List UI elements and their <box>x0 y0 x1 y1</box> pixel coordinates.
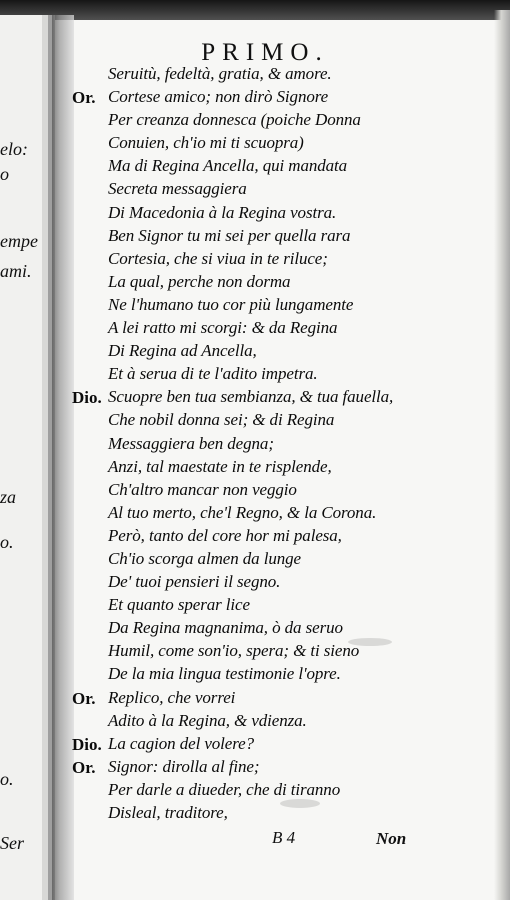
verse-line <box>0 732 510 755</box>
verse-line <box>0 131 510 154</box>
speaker-label: Dio. <box>72 734 102 754</box>
verse-line <box>0 408 510 431</box>
verse-text: Cortese amico; non dirò Signore <box>108 87 329 107</box>
verse-text: Anzi, tal maestate in te risplende, <box>108 456 332 476</box>
verse-text: Disleal, traditore, <box>108 803 228 822</box>
verse-line <box>0 108 510 131</box>
verse-text: Replico, che vorrei <box>108 687 236 707</box>
verse-text: Da Regina magnanima, ò da seruo <box>108 618 343 638</box>
verse-line <box>0 154 510 177</box>
page-signature: B 4 <box>272 828 296 847</box>
verse-text: Et quanto sperar lice <box>108 595 250 615</box>
adjacent-page-fragment: empe <box>0 231 38 251</box>
verse-line <box>0 755 510 778</box>
verse-text: Per creanza donnesca (poiche Donna <box>108 110 361 130</box>
verse-text: Scuopre ben tua sembianza, & tua fauella, <box>108 387 394 407</box>
verse-line <box>0 224 510 247</box>
verse-text: Ch'io scorga almen da lunge <box>108 548 301 568</box>
verse-text: Et à serua di te l'adito impetra. <box>108 364 318 384</box>
verse-text: Seruitù, fedeltà, gratia, & amore. <box>108 64 332 83</box>
verse-text: Al tuo merto, che'l Regno, & la Corona. <box>108 502 377 522</box>
verse-line <box>0 293 510 316</box>
verse-line <box>0 385 510 408</box>
verse-line <box>0 339 510 362</box>
adjacent-page-fragment: ami. <box>0 261 32 281</box>
verse-text: Di Macedonia à la Regina vostra. <box>108 202 337 222</box>
verse-text: Adito à la Regina, & vdienza. <box>108 710 307 730</box>
page-title: PRIMO. <box>201 39 329 66</box>
verse-text: Conuien, ch'io mi ti scuopra) <box>108 133 304 153</box>
verse-text: De la mia lingua testimonie l'opre. <box>108 664 341 684</box>
verse-line <box>0 362 510 385</box>
verse-text: A lei ratto mi scorgi: & da Regina <box>108 318 338 338</box>
verse-text: Però, tanto del core hor mi palesa, <box>108 525 342 545</box>
verse-text: Cortesia, che si viua in te riluce; <box>108 248 328 268</box>
scan-top-shadow <box>0 0 510 20</box>
verse-line <box>0 593 510 616</box>
verse-line <box>0 570 510 593</box>
verse-text: La qual, perche non dorma <box>108 271 291 291</box>
speaker-label: Or. <box>72 88 96 108</box>
ink-blot <box>280 799 320 808</box>
speaker-label: Or. <box>72 757 96 777</box>
verse-text: Che nobil donna sei; & di Regina <box>108 410 335 430</box>
adjacent-page-fragment: za <box>0 487 17 507</box>
speaker-label: Or. <box>72 688 96 708</box>
adjacent-page-fragment: o. <box>0 532 14 552</box>
verse-text-block <box>0 62 510 832</box>
verse-line <box>0 201 510 224</box>
ink-blot <box>348 638 392 646</box>
verse-line <box>0 316 510 339</box>
verse-line <box>0 85 510 108</box>
verse-text: Humil, come son'io, spera; & ti sieno <box>108 641 360 661</box>
verse-line <box>0 177 510 200</box>
verse-line <box>0 62 510 85</box>
catchword: Non <box>376 829 407 848</box>
verse-line <box>0 247 510 270</box>
adjacent-page-fragment: o <box>0 164 9 184</box>
verse-text: Ma di Regina Ancella, qui mandata <box>108 156 348 176</box>
verse-line <box>0 501 510 524</box>
verse-line <box>0 686 510 709</box>
verse-text: Ben Signor tu mi sei per quella rara <box>108 225 351 245</box>
verse-line <box>0 662 510 685</box>
verse-text: Secreta messaggiera <box>108 179 247 199</box>
verse-line <box>0 547 510 570</box>
speaker-label: Dio. <box>72 388 102 408</box>
verse-text: Signor: dirolla al fine; <box>108 756 260 776</box>
verse-text: De' tuoi pensieri il segno. <box>108 572 281 592</box>
verse-line <box>0 639 510 662</box>
verse-line <box>0 801 510 824</box>
verse-text: Di Regina ad Ancella, <box>108 341 257 361</box>
verse-text: Messaggiera ben degna; <box>108 433 274 453</box>
verse-text: Ch'altro mancar non veggio <box>108 479 297 499</box>
verse-line <box>0 478 510 501</box>
verse-line <box>0 616 510 639</box>
verse-line <box>0 455 510 478</box>
verse-line <box>0 270 510 293</box>
verse-text: Ne l'humano tuo cor più lungamente <box>108 294 354 314</box>
verse-line <box>0 524 510 547</box>
adjacent-page-fragment: Ser <box>0 833 24 853</box>
adjacent-page-fragment: elo: <box>0 139 28 159</box>
verse-text: La cagion del volere? <box>108 733 254 753</box>
verse-line <box>0 778 510 801</box>
verse-text: Per darle a diueder, che di tiranno <box>108 779 341 799</box>
verse-line <box>0 709 510 732</box>
adjacent-page-fragment: o. <box>0 769 14 789</box>
verse-line <box>0 432 510 455</box>
